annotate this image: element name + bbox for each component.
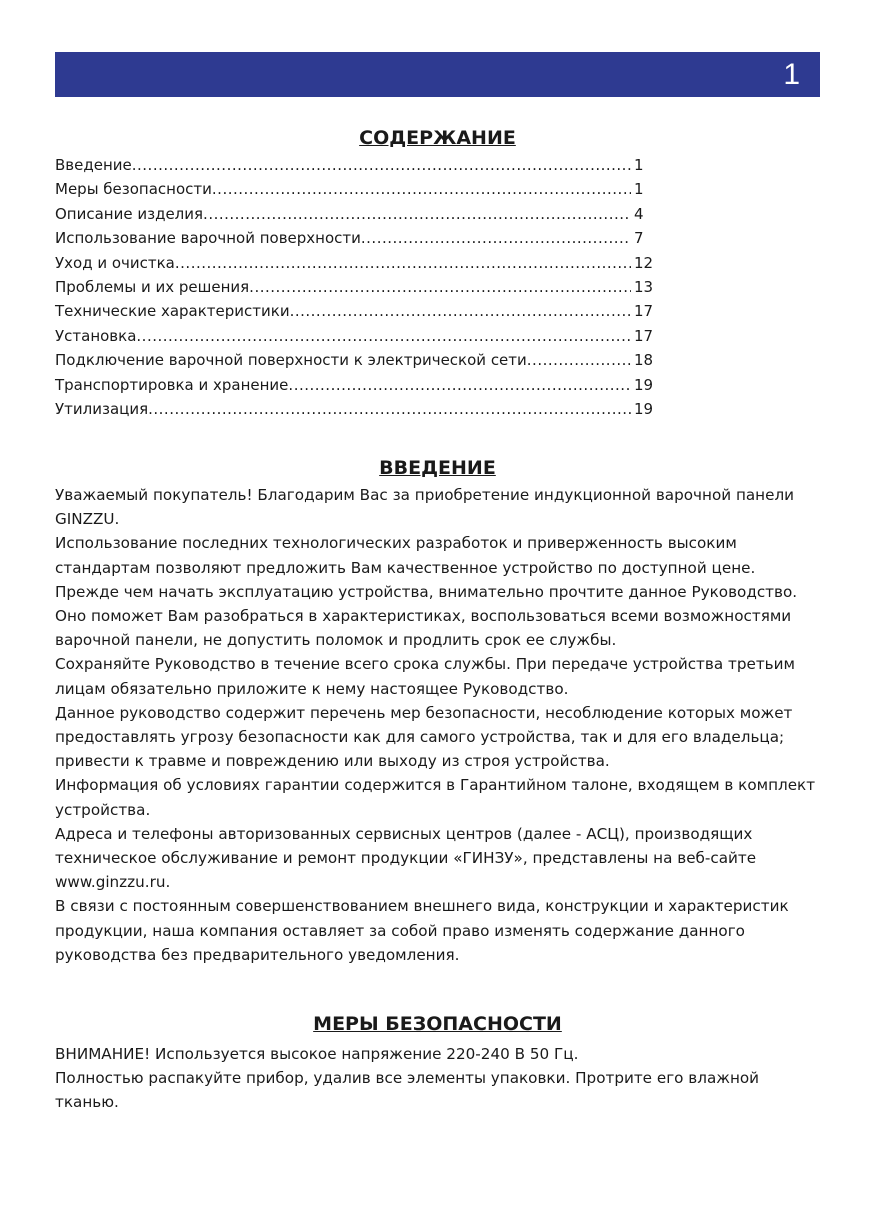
toc-item-page: 19	[634, 399, 654, 418]
toc-leader-dots	[132, 153, 631, 177]
toc-item[interactable]	[55, 177, 660, 201]
toc-item[interactable]	[55, 397, 660, 421]
toc-item-title: Подключение варочной поверхности к электрической сети	[55, 351, 527, 370]
toc-item[interactable]	[55, 348, 660, 372]
table-of-contents	[55, 153, 660, 421]
toc-item[interactable]	[55, 324, 660, 348]
toc-item-title: Установка	[55, 326, 137, 345]
toc-leader-dots	[148, 397, 631, 421]
intro-paragraph: В связи с постоянным совершенствованием внешнего вида, конструкции и характеристик продукции, наша компания оставляет за собой право изменять содержание данного руководства без предварительного уведомления.	[55, 897, 789, 964]
toc-leader-dots	[288, 373, 631, 397]
toc-item-title: Введение	[55, 156, 132, 174]
toc-title: СОДЕРЖАНИЕ	[359, 127, 516, 149]
toc-item-page: 1	[634, 180, 644, 199]
page-number: 1	[783, 58, 800, 91]
toc-leader-dots	[212, 177, 631, 201]
toc-item-title: Технические характеристики	[55, 302, 290, 321]
intro-paragraph: Сохраняйте Руководство в течение всего срока службы. При передаче устройства третьим лицам обязательно приложите к нему настоящее Руководство.	[55, 655, 795, 698]
toc-item-title: Уход и очистка	[55, 253, 175, 272]
toc-item-title: Утилизация	[55, 399, 149, 418]
toc-leader-dots	[361, 226, 631, 250]
intro-paragraph: Адреса и телефоны авторизованных сервисных центров (далее - АСЦ), производящих техническое обслуживание и ремонт продукции «ГИНЗУ», представлены на веб-сайте www.ginzzu.ru.	[55, 824, 757, 892]
toc-item[interactable]	[55, 251, 660, 275]
toc-item[interactable]	[55, 299, 660, 323]
toc-item-page: 17	[634, 326, 654, 345]
safety-title: МЕРЫ БЕЗОПАСНОСТИ	[313, 1013, 562, 1035]
toc-item-title: Использование варочной поверхности	[55, 229, 361, 248]
safety-paragraph: ВНИМАНИЕ! Используется высокое напряжение 220-240 В 50 Гц.	[55, 1045, 579, 1063]
intro-paragraph: Использование последних технологических разработок и приверженность высоким стандартам позволяют предложить Вам качественное устройство по доступной цене.	[55, 534, 756, 577]
intro-paragraph: Информация об условиях гарантии содержится в Гарантийном талоне, входящем в комплект устройства.	[55, 776, 816, 819]
toc-item-title: Проблемы и их решения	[55, 277, 250, 296]
intro-paragraph: Прежде чем начать эксплуатацию устройства, внимательно прочтите данное Руководство. Оно поможет Вам разобраться в характеристиках, воспользоваться всеми возможностями варочной панели, не допустить поломок и продлить срок ее службы.	[55, 582, 798, 650]
page-header-bar	[55, 52, 820, 97]
toc-item-page: 12	[634, 253, 654, 272]
toc-item-page: 17	[634, 302, 654, 321]
toc-leader-dots	[203, 202, 631, 226]
safety-body	[55, 1042, 827, 1115]
toc-item[interactable]	[55, 202, 660, 226]
toc-item-page: 4	[634, 204, 644, 223]
intro-paragraph: Уважаемый покупатель! Благодарим Вас за приобретение индукционной варочной панели GINZZU.	[55, 486, 795, 529]
toc-item-page: 18	[634, 351, 654, 370]
intro-title: ВВЕДЕНИЕ	[379, 457, 496, 479]
toc-leader-dots	[249, 275, 631, 299]
safety-paragraph: Полностью распакуйте прибор, удалив все элементы упаковки. Протрите его влажной тканью.	[55, 1069, 760, 1112]
toc-item-title: Описание изделия	[55, 204, 204, 223]
toc-item-title: Транспортировка и хранение	[55, 375, 289, 394]
toc-item[interactable]	[55, 226, 660, 250]
toc-leader-dots	[175, 251, 631, 275]
toc-item-page: 13	[634, 277, 654, 296]
toc-leader-dots	[290, 299, 631, 323]
toc-item-title: Меры безопасности	[55, 180, 212, 199]
toc-leader-dots	[136, 324, 631, 348]
toc-item[interactable]	[55, 275, 660, 299]
toc-leader-dots	[527, 348, 631, 372]
intro-paragraph: Данное руководство содержит перечень мер безопасности, несоблюдение которых может предоставлять угрозу безопасности как для самого устройства, так и для его владельца; привести к травме и повреждению или выходу из строя устройства.	[55, 703, 793, 771]
toc-item-page: 19	[634, 375, 654, 394]
toc-item[interactable]	[55, 153, 660, 177]
toc-item-page: 7	[634, 229, 644, 248]
toc-item[interactable]	[55, 373, 660, 397]
intro-body	[55, 483, 827, 967]
toc-item-page: 1	[634, 156, 644, 174]
